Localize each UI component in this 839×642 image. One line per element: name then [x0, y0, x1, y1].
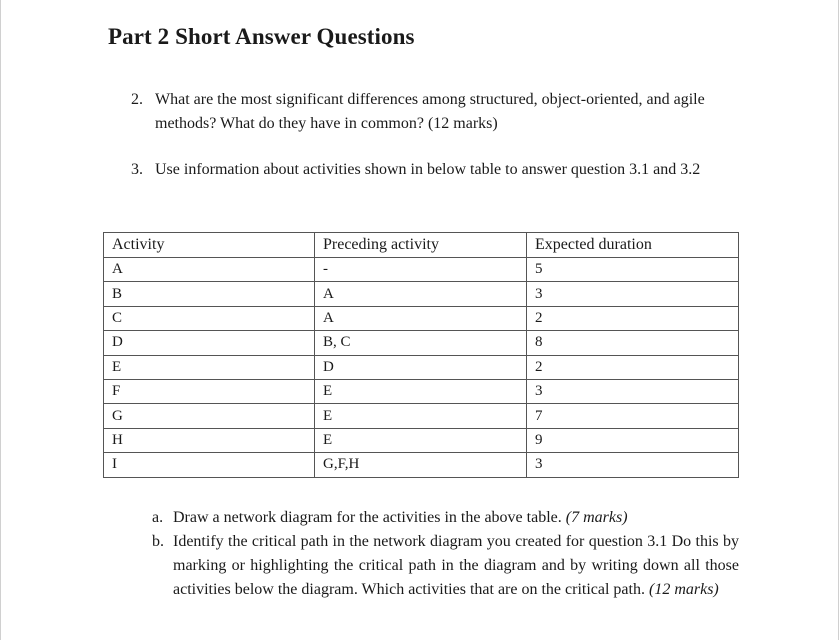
question-3-number: 3.: [131, 161, 143, 178]
activity-cell: H: [104, 428, 315, 452]
question-3-text: Use information about activities shown in below table to answer question 3.1 and 3.2: [155, 161, 701, 178]
sub-question-a-letter: a.: [152, 509, 164, 526]
sub-question-b-text: Identify the critical path in the network diagram you created for question 3.1 Do this by marking or highlighting the critical path in the diagram and by writing down all those activities below the diagram. Which activities that are on the critical path.: [173, 533, 739, 598]
table-row: [104, 258, 739, 282]
activity-cell: A: [104, 258, 315, 282]
preceding-cell: E: [315, 404, 527, 428]
duration-cell: 9: [527, 428, 739, 452]
table-row: [104, 306, 739, 330]
sub-question-b: [152, 530, 739, 602]
activity-cell: F: [104, 379, 315, 403]
question-3: [131, 158, 741, 182]
page-title: Part 2 Short Answer Questions: [108, 24, 415, 49]
activity-cell: B: [104, 282, 315, 306]
header-preceding-activity: Preceding activity: [315, 233, 527, 258]
sub-question-a-marks: (7 marks): [565, 509, 628, 526]
activity-cell: G: [104, 404, 315, 428]
duration-cell: 8: [527, 331, 739, 355]
table-row: [104, 355, 739, 379]
table-row: [104, 331, 739, 355]
duration-cell: 5: [527, 258, 739, 282]
sub-questions: [152, 506, 739, 602]
table-row: [104, 379, 739, 403]
duration-cell: 2: [527, 306, 739, 330]
header-activity: Activity: [104, 233, 315, 258]
preceding-cell: G,F,H: [315, 453, 527, 477]
activities-table: [103, 232, 739, 478]
preceding-cell: A: [315, 306, 527, 330]
preceding-cell: E: [315, 379, 527, 403]
sub-question-b-letter: b.: [152, 533, 164, 550]
table-header-row: [104, 233, 739, 258]
activity-cell: D: [104, 331, 315, 355]
preceding-cell: -: [315, 258, 527, 282]
header-expected-duration: Expected duration: [527, 233, 739, 258]
duration-cell: 3: [527, 379, 739, 403]
table-row: [104, 453, 739, 477]
table-row: [104, 404, 739, 428]
activity-cell: C: [104, 306, 315, 330]
question-2-text: What are the most significant differences among structured, object-oriented, and agile methods? What do they have in common? (12 marks): [155, 91, 705, 132]
duration-cell: 2: [527, 355, 739, 379]
sub-question-a: [152, 506, 739, 530]
activity-cell: I: [104, 453, 315, 477]
activity-cell: E: [104, 355, 315, 379]
preceding-cell: A: [315, 282, 527, 306]
question-2: [131, 88, 741, 136]
question-2-number: 2.: [131, 91, 143, 108]
sub-question-a-text: Draw a network diagram for the activities in the above table.: [173, 509, 562, 526]
preceding-cell: B, C: [315, 331, 527, 355]
preceding-cell: D: [315, 355, 527, 379]
duration-cell: 7: [527, 404, 739, 428]
duration-cell: 3: [527, 282, 739, 306]
preceding-cell: E: [315, 428, 527, 452]
sub-question-b-marks: (12 marks): [648, 581, 719, 598]
table-row: [104, 282, 739, 306]
table-row: [104, 428, 739, 452]
duration-cell: 3: [527, 453, 739, 477]
